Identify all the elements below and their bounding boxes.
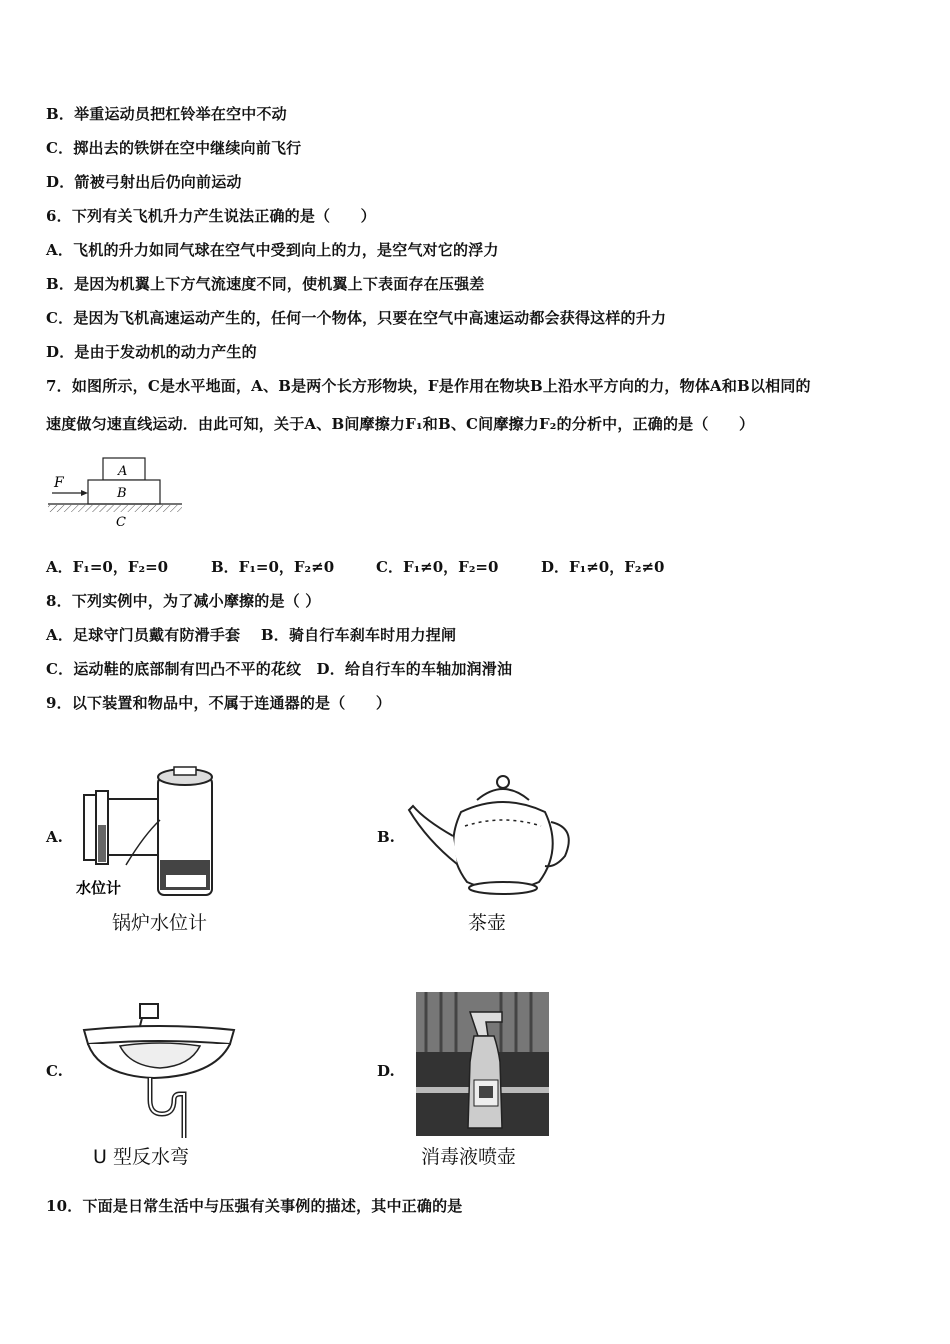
label-force: F <box>54 475 64 491</box>
q6-option-d: D．是由于发动机的动力产生的 <box>46 343 257 361</box>
question-7-line2: 速度做匀速直线运动．由此可知，关于A、B间摩擦力F₁和B、C间摩擦力F₂的分析中，正确的是（ ） <box>46 415 755 433</box>
q7-option-c: C．F₁≠0，F₂=0 <box>376 558 499 576</box>
boiler-inner-label: 水位计 <box>76 879 122 897</box>
q7-option-a: A．F₁=0，F₂=0 <box>46 558 169 576</box>
label-c: C <box>116 515 126 530</box>
q9-caption-b: 茶壶 <box>468 912 507 934</box>
q9-caption-c: U 型反水弯 <box>93 1146 189 1168</box>
q5-option-d: D．箭被弓射出后仍向前运动 <box>46 173 242 191</box>
q5-option-c: C．掷出去的铁饼在空中继续向前飞行 <box>46 139 302 157</box>
q6-option-c: C．是因为飞机高速运动产生的，任何一个物体，只要在空气中高速运动都会获得这样的升力 <box>46 309 667 327</box>
label-a: A <box>118 464 128 479</box>
label-b: B <box>117 486 127 501</box>
q6-option-a: A．飞机的升力如同气球在空气中受到向上的力，是空气对它的浮力 <box>46 241 499 259</box>
ground-hatch <box>48 505 182 512</box>
q9-label-c: C. <box>46 1062 63 1080</box>
teapot-image <box>405 770 577 900</box>
boiler-gauge-image <box>74 765 224 900</box>
q9-caption-d: 消毒液喷壶 <box>421 1146 517 1168</box>
q7-option-d: D．F₁≠0，F₂≠0 <box>541 558 665 576</box>
q8-options-ab: A．足球守门员戴有防滑手套 B．骑自行车刹车时用力捏闸 <box>46 626 457 644</box>
sprayer-photo-image <box>416 992 549 1136</box>
question-9: 9．以下装置和物品中，不属于连通器的是（ ） <box>46 694 392 712</box>
q9-caption-a: 锅炉水位计 <box>112 912 208 934</box>
question-10: 10．下面是日常生活中与压强有关事例的描述，其中正确的是 <box>46 1197 463 1215</box>
q6-option-b: B．是因为机翼上下方气流速度不同，使机翼上下表面存在压强差 <box>46 275 485 293</box>
question-7-line1: 7．如图所示，C是水平地面，A、B是两个长方形物块，F是作用在物块B上沿水平方向的力，物体A和B以相同的 <box>46 377 811 395</box>
question-8: 8．下列实例中，为了减小摩擦的是（ ） <box>46 592 321 610</box>
q9-label-d: D. <box>377 1062 395 1080</box>
q9-label-a: A. <box>46 828 63 846</box>
q9-label-b: B. <box>377 828 395 846</box>
q5-option-b: B．举重运动员把杠铃举在空中不动 <box>46 105 287 123</box>
u-trap-basin-image <box>80 1000 240 1140</box>
q7-option-b: B．F₁=0，F₂≠0 <box>211 558 335 576</box>
question-6: 6．下列有关飞机升力产生说法正确的是（ ） <box>46 207 376 225</box>
q8-options-cd: C．运动鞋的底部制有凹凸不平的花纹 D．给自行车的车轴加润滑油 <box>46 660 513 678</box>
q7-blocks-figure <box>46 452 186 532</box>
